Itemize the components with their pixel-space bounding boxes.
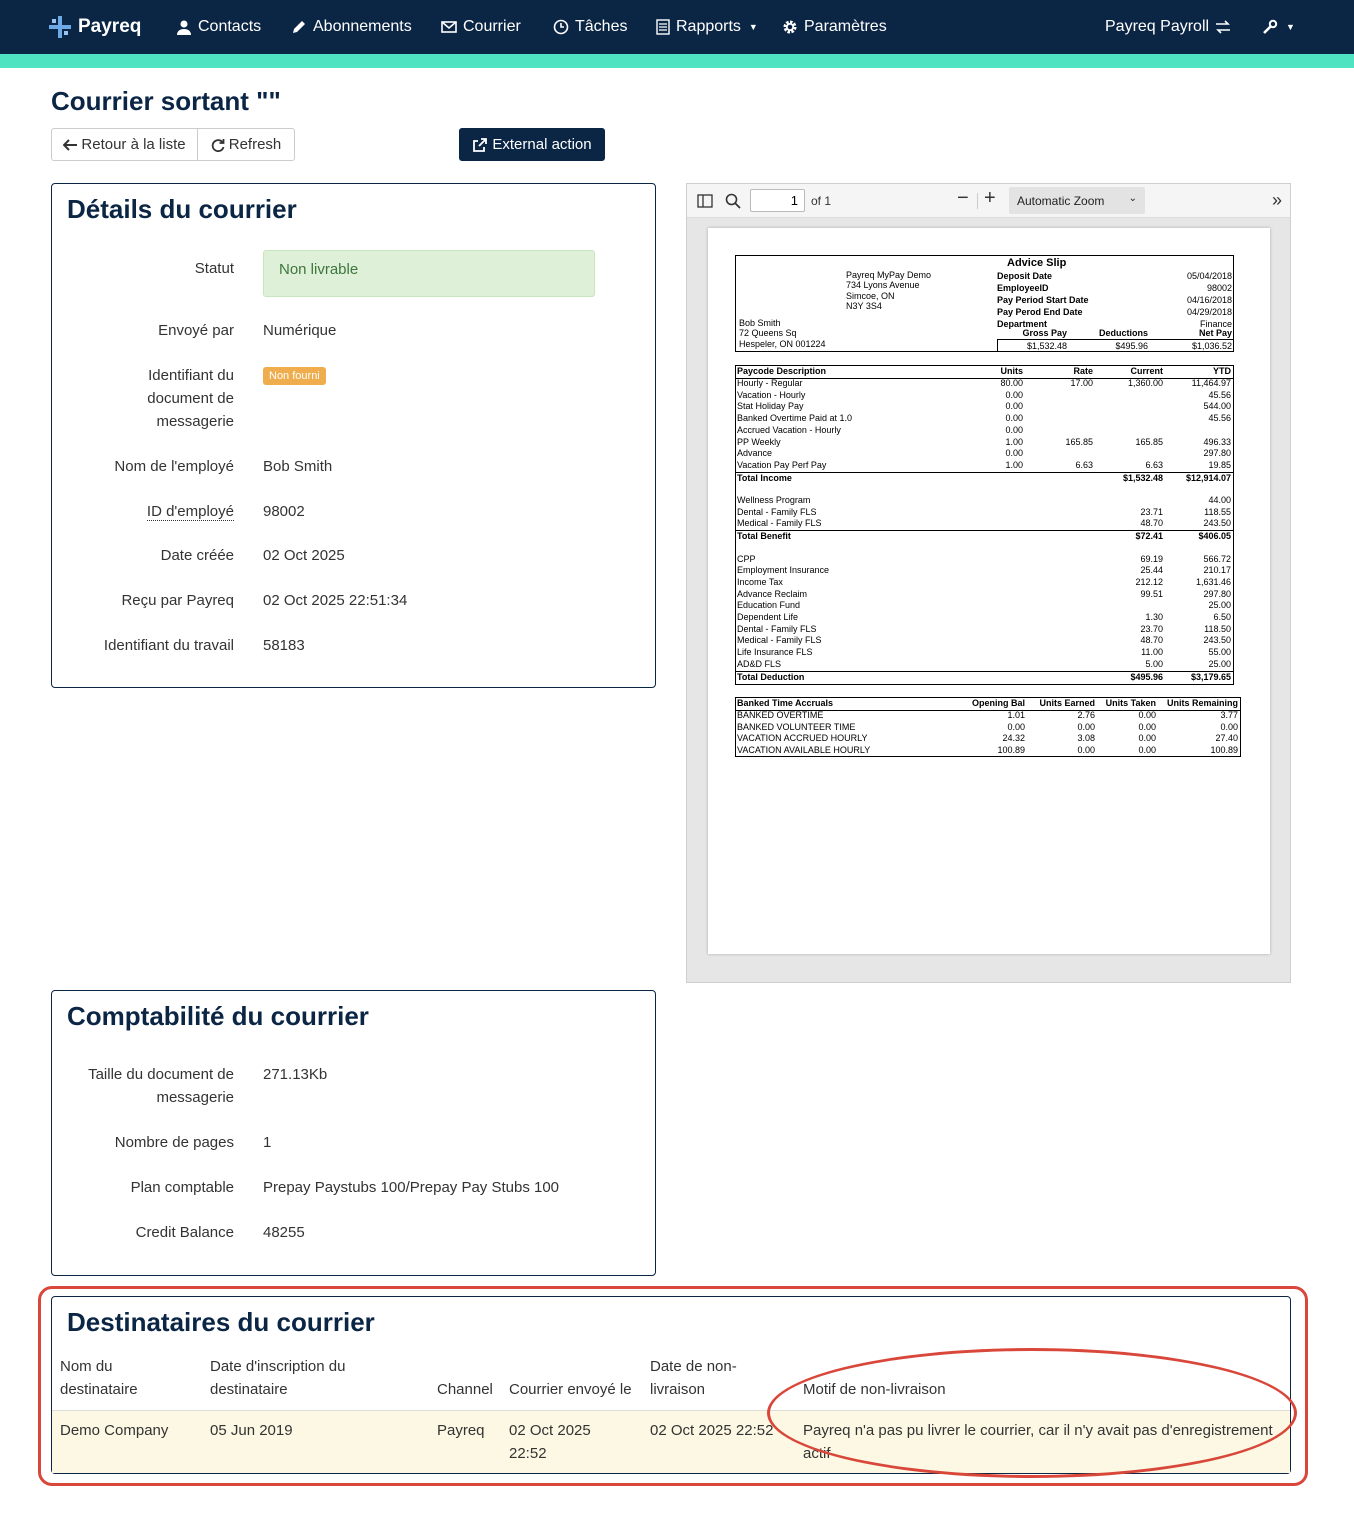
refresh-icon: [211, 138, 225, 152]
switch-arrows-icon: [1215, 20, 1231, 34]
recipient-name: Demo Company: [60, 1422, 169, 1439]
status-alert: [263, 250, 595, 297]
employee-line: 72 Queens Sq: [739, 328, 797, 339]
zoom-value: Automatic Zoom: [1017, 194, 1105, 208]
refresh-button[interactable]: [197, 128, 295, 161]
banked-time-table: [735, 697, 1241, 757]
paycode-row: [736, 518, 1233, 530]
cell: Employment Insurance: [737, 565, 830, 576]
cell: 0.00: [1077, 745, 1095, 756]
chevron-down-icon: ▼: [1286, 22, 1295, 32]
summary-value: $495.96: [1115, 341, 1148, 351]
col-recipient-name: Nom du destinataire: [60, 1358, 138, 1398]
cell: 44.00: [1208, 495, 1231, 505]
company-line: Payreq MyPay Demo: [846, 270, 932, 280]
cell: 496.33: [1203, 436, 1231, 447]
cell: 544.00: [1203, 401, 1231, 412]
cell: Education Fund: [737, 600, 801, 611]
paycode-row: [736, 530, 1233, 542]
cell: 165.85: [1135, 436, 1163, 447]
cell: 0.00: [1220, 721, 1238, 732]
cell: 297.80: [1203, 588, 1231, 599]
employee-address: [739, 318, 826, 349]
paycode-row: [736, 401, 1233, 413]
company-address: [846, 270, 931, 312]
mail-accounting-panel: [51, 990, 656, 1276]
info-key: EmployeeID: [997, 283, 1049, 293]
paycode-header-row: [736, 366, 1233, 378]
paycode-row: [736, 659, 1233, 671]
col-undelivered-reason: Motif de non-livraison: [803, 1381, 946, 1398]
employee-name-label: Nom de l'employé: [114, 458, 234, 475]
cell: 0.00: [1005, 401, 1023, 412]
cell: 23.70: [1140, 623, 1163, 634]
cell: BANKED VOLUNTEER TIME: [737, 721, 856, 732]
paycode-row: [736, 437, 1233, 449]
recipient-undelivered: 02 Oct 2025 22:52: [650, 1422, 774, 1439]
cell: 11,464.97: [1191, 378, 1231, 388]
cell: 24.32: [1002, 733, 1025, 744]
cell: 99.51: [1140, 588, 1163, 599]
cell: 27.40: [1215, 733, 1238, 744]
paycode-row: [736, 671, 1233, 683]
clock-icon: [553, 19, 569, 35]
paycode-row: [736, 413, 1233, 425]
slip-info: [997, 270, 1232, 330]
gear-icon: [782, 19, 798, 35]
cell: 3.77: [1220, 710, 1238, 720]
recipient-registered: 05 Jun 2019: [210, 1422, 293, 1439]
paycode-row: [736, 612, 1233, 624]
cell: Dental - Family FLS: [737, 506, 817, 517]
nav-tasks[interactable]: [553, 0, 627, 54]
cell: 165.85: [1065, 436, 1093, 447]
external-link-icon: [472, 137, 488, 153]
bank-row: [736, 710, 1240, 722]
cell: Units Remaining: [1166, 698, 1238, 708]
col-registration-date: Date d'inscription du destinataire: [210, 1358, 346, 1398]
cell: 243.50: [1203, 635, 1231, 646]
cell: Total Benefit: [737, 531, 791, 542]
cell: Stat Holiday Pay: [737, 401, 804, 412]
arrow-left-icon: [63, 139, 77, 151]
back-label: Retour à la liste: [81, 136, 186, 153]
paycode-row: [736, 600, 1233, 612]
tools-dropdown[interactable]: [1262, 0, 1295, 54]
cell: 48.70: [1140, 518, 1163, 529]
mail-details-panel: [51, 183, 656, 688]
employee-name-value: Bob Smith: [263, 458, 333, 475]
summary-values: [997, 339, 1234, 352]
user-icon: [176, 19, 192, 35]
nav-reports-dropdown[interactable]: [656, 0, 758, 54]
cell: CPP: [737, 553, 756, 564]
refresh-label: Refresh: [228, 136, 282, 153]
nav-settings-label: Paramètres: [804, 18, 887, 35]
sent-by-label: Envoyé par: [158, 322, 234, 339]
external-action-label: External action: [492, 136, 592, 153]
status-value: Non livrable: [279, 261, 359, 278]
cell: 6.63: [1145, 459, 1163, 470]
cell: Advance: [737, 448, 773, 459]
chevron-down-icon: ▼: [748, 22, 758, 32]
cell: 297.80: [1203, 448, 1231, 459]
received-label: Reçu par Payreq: [121, 592, 234, 609]
mail-accounting-title: Comptabilité du courrier: [67, 1001, 369, 1031]
paycode-row: [736, 472, 1233, 484]
accounting-plan-value: Prepay Paystubs 100/Prepay Pay Stubs 100: [263, 1179, 560, 1196]
cell: Advance Reclaim: [737, 588, 808, 599]
cell: 2.76: [1077, 710, 1095, 720]
nav-contacts[interactable]: [176, 0, 261, 54]
page-count-label: Nombre de pages: [114, 1134, 234, 1151]
bank-row: [736, 722, 1240, 734]
page-number-input[interactable]: [750, 189, 805, 212]
info-key: Pay Period Start Date: [997, 295, 1089, 305]
mail-details-title: Détails du courrier: [67, 194, 297, 224]
cell: YTD: [1213, 366, 1231, 376]
cell: 100.89: [1210, 745, 1238, 756]
credit-balance-label: Credit Balance: [135, 1224, 234, 1241]
pdf-viewer: [686, 183, 1291, 983]
pdf-toolbar: [687, 184, 1291, 218]
employee-id-label: [147, 500, 234, 523]
employee-id-abbr: ID d'employé: [146, 503, 234, 520]
nav-contacts-label: Contacts: [198, 18, 262, 35]
cell: 0.00: [1005, 389, 1023, 400]
cell: Total Income: [737, 472, 792, 483]
cell: 25.44: [1140, 565, 1163, 576]
paycode-row: [736, 542, 1233, 554]
cell: 566.72: [1203, 553, 1231, 564]
cell: 11.00: [1141, 647, 1163, 658]
credit-balance-value: 48255: [263, 1224, 305, 1241]
sidebar-toggle-icon[interactable]: [697, 194, 713, 208]
paycode-row: [736, 589, 1233, 601]
info-key: Deposit Date: [997, 271, 1053, 281]
page-count-value: 1: [263, 1134, 272, 1151]
paycode-row: [736, 554, 1233, 566]
cell: 0.00: [1138, 745, 1156, 756]
nav-mail-label: Courrier: [463, 18, 521, 35]
cell: $12,914.07: [1185, 472, 1231, 483]
cell: 0.00: [1138, 733, 1156, 744]
recipient-channel: Payreq: [437, 1422, 485, 1439]
cell: $1,532.48: [1122, 472, 1163, 483]
accent-bar: [0, 54, 1354, 68]
cell: 210.17: [1203, 565, 1231, 576]
cell: 25.00: [1208, 658, 1231, 669]
cell: Rate: [1073, 366, 1093, 376]
cell: 80.00: [1000, 378, 1023, 388]
paycode-row: [736, 390, 1233, 402]
cell: 100.89: [997, 745, 1025, 756]
info-key: Pay Perod End Date: [997, 307, 1083, 317]
cell: Wellness Program: [737, 495, 811, 505]
cell: 0.00: [1138, 721, 1156, 732]
info-value: Finance: [1199, 319, 1232, 329]
payreq-logo-icon: [48, 15, 72, 39]
paycode-row: [736, 483, 1233, 495]
mail-recipients-panel: [51, 1296, 1291, 1474]
cell: 45.56: [1208, 413, 1231, 424]
summary-headers: [997, 328, 1232, 339]
cell: 1.00: [1005, 436, 1023, 447]
account-name: Payreq Payroll: [1105, 18, 1210, 35]
recipient-sent: 02 Oct 2025 22:52: [509, 1422, 591, 1462]
envelope-icon: [441, 20, 457, 34]
cell: 5.00: [1145, 658, 1163, 669]
cell: Units Taken: [1105, 698, 1156, 708]
cell: 23.71: [1140, 506, 1163, 517]
cell: Total Deduction: [737, 671, 805, 682]
info-value: 04/16/2018: [1186, 295, 1232, 305]
wrench-icon: [1262, 19, 1278, 35]
nav-settings[interactable]: [782, 0, 887, 54]
sent-by-value: Numérique: [263, 322, 337, 339]
paycode-row: [736, 565, 1233, 577]
created-date-value: 02 Oct 2025: [263, 547, 345, 564]
toolbar-separator: [977, 193, 978, 209]
cell: 45.56: [1208, 389, 1231, 400]
cell: VACATION AVAILABLE HOURLY: [737, 745, 871, 756]
summary-header: Deductions: [1098, 328, 1148, 338]
cell: PP Weekly: [737, 436, 781, 447]
employee-line: Bob Smith: [739, 318, 781, 328]
cell: Banked Time Accruals: [737, 698, 834, 708]
cell: Dependent Life: [737, 612, 799, 622]
cell: Vacation - Hourly: [737, 389, 806, 400]
paycode-row: [736, 647, 1233, 659]
info-key: Department: [997, 319, 1048, 329]
cell: 0.00: [1005, 448, 1023, 459]
zoom-in-button[interactable]: +: [984, 187, 996, 209]
zoom-select[interactable]: [1009, 187, 1145, 214]
cell: 0.00: [1005, 424, 1023, 435]
info-value: 05/04/2018: [1186, 271, 1232, 281]
pencil-icon: [291, 19, 307, 35]
cell: 25.00: [1208, 600, 1231, 611]
info-value: 04/29/2018: [1186, 307, 1232, 317]
document-size-value: 271.13Kb: [263, 1066, 328, 1083]
col-sent-date: Courrier envoyé le: [509, 1381, 632, 1398]
paycode-row: [736, 507, 1233, 519]
cell: 1.01: [1007, 710, 1025, 720]
company-line: Simcoe, ON: [846, 290, 895, 301]
pdf-page: [708, 228, 1270, 954]
page-count: of 1: [811, 194, 832, 208]
cell: 1,360.00: [1127, 378, 1163, 388]
document-size-label: Taille du document de messagerie: [88, 1066, 234, 1106]
back-to-list-button[interactable]: [51, 128, 198, 161]
nav-mail[interactable]: [441, 0, 521, 54]
account-switcher[interactable]: [1105, 0, 1231, 54]
cell: 1.00: [1005, 459, 1023, 470]
summary-header: Net Pay: [1198, 328, 1232, 338]
cell: 48.70: [1140, 635, 1163, 646]
bank-row: [736, 745, 1240, 757]
paycode-row: [736, 378, 1233, 390]
cell: 17.00: [1070, 378, 1093, 388]
zoom-out-button[interactable]: −: [957, 187, 969, 209]
summary-value: $1,532.48: [1026, 341, 1067, 351]
mail-recipients-title: Destinataires du courrier: [67, 1307, 375, 1337]
cell: Accrued Vacation - Hourly: [737, 424, 841, 435]
cell: 1.30: [1145, 612, 1163, 622]
cell: $495.96: [1130, 671, 1163, 682]
paycode-row: [736, 460, 1233, 472]
paycode-row: [736, 448, 1233, 460]
brand-link[interactable]: [48, 0, 141, 54]
document-id-badge: Non fourni: [263, 367, 326, 385]
slip-title: Advice Slip: [1007, 257, 1067, 269]
cell: Banked Overtime Paid at 1.0: [737, 413, 853, 424]
cell: 0.00: [1005, 413, 1023, 424]
cell: 243.50: [1203, 518, 1231, 529]
info-value: 98002: [1206, 283, 1232, 293]
paycode-row: [736, 635, 1233, 647]
cell: $3,179.65: [1190, 671, 1231, 682]
accounting-plan-label: Plan comptable: [130, 1179, 234, 1196]
received-value: 02 Oct 2025 22:51:34: [263, 592, 408, 609]
bank-row: [736, 733, 1240, 745]
company-line: N3Y 3S4: [846, 301, 882, 312]
cell: 0.00: [1138, 710, 1156, 720]
cell: 3.08: [1077, 733, 1095, 744]
cell: Units: [1000, 366, 1023, 376]
cell: 118.50: [1204, 623, 1231, 634]
cell: BANKED OVERTIME: [737, 710, 824, 720]
cell: AD&D FLS: [737, 658, 782, 669]
cell: Hourly - Regular: [737, 378, 803, 388]
cell: 6.50: [1213, 612, 1231, 622]
cell: 118.55: [1204, 506, 1231, 517]
company-line: 734 Lyons Avenue: [846, 280, 920, 291]
cell: $406.05: [1198, 531, 1231, 542]
brand-name: Payreq: [78, 16, 142, 37]
cell: Dental - Family FLS: [737, 623, 817, 634]
cell: Medical - Family FLS: [737, 635, 822, 646]
top-navbar: [0, 0, 1354, 54]
cell: $72.41: [1135, 531, 1163, 542]
cell: 19.85: [1208, 459, 1231, 470]
paycode-row: [736, 577, 1233, 589]
employee-line: Hespeler, ON 001224: [739, 338, 826, 349]
cell: Income Tax: [737, 576, 783, 587]
cell: Opening Bal: [971, 698, 1025, 708]
cell: 69.19: [1140, 553, 1163, 564]
cell: Vacation Pay Perf Pay: [737, 459, 827, 470]
nav-reports-label: Rapports: [676, 18, 741, 35]
status-label: Statut: [194, 260, 234, 277]
job-id-label: Identifiant du travail: [103, 637, 234, 654]
nav-subscriptions-label: Abonnements: [313, 18, 412, 35]
cell: 6.63: [1075, 459, 1093, 470]
cell: Life Insurance FLS: [737, 647, 813, 658]
cell: VACATION ACCRUED HOURLY: [737, 733, 868, 744]
paycode-table: [735, 365, 1234, 685]
nav-subscriptions[interactable]: [291, 0, 412, 54]
chevron-down-icon: ⌄: [1128, 193, 1137, 204]
document-id-label: Identifiant du document de messagerie: [147, 367, 234, 430]
col-undelivered-date: Date de non-livraison: [650, 1358, 737, 1398]
bank-header-row: [736, 698, 1240, 710]
paycode-row: [736, 624, 1233, 636]
cell: 1,631.46: [1195, 576, 1231, 587]
recipient-undelivered-reason: Payreq n'a pas pu livrer le courrier, car il n'y avait pas d'enregistrement actif: [803, 1422, 1273, 1462]
cell: 55.00: [1208, 647, 1231, 658]
cell: Medical - Family FLS: [737, 518, 822, 529]
col-channel: Channel: [437, 1381, 493, 1398]
employee-id-value: 98002: [263, 503, 305, 520]
cell: Current: [1130, 366, 1163, 376]
created-date-label: Date créée: [160, 547, 234, 564]
tools-menu-icon[interactable]: »: [1271, 190, 1282, 210]
slip-header-box: [735, 255, 1234, 352]
cell: 0.00: [1077, 721, 1095, 732]
report-icon: [656, 19, 670, 35]
summary-value: $1,036.52: [1191, 341, 1232, 351]
job-id-value: 58183: [263, 637, 305, 654]
paycode-row: [736, 495, 1233, 507]
cell: Units Earned: [1039, 698, 1095, 708]
cell: 212.12: [1135, 576, 1163, 587]
page-title: Courrier sortant "": [51, 86, 281, 116]
summary-header: Gross Pay: [1022, 328, 1067, 338]
paycode-row: [736, 425, 1233, 437]
cell: 0.00: [1007, 721, 1025, 732]
cell: Paycode Description: [737, 366, 827, 376]
nav-tasks-label: Tâches: [575, 18, 628, 35]
search-icon[interactable]: [725, 193, 741, 209]
external-action-button[interactable]: [459, 128, 605, 161]
